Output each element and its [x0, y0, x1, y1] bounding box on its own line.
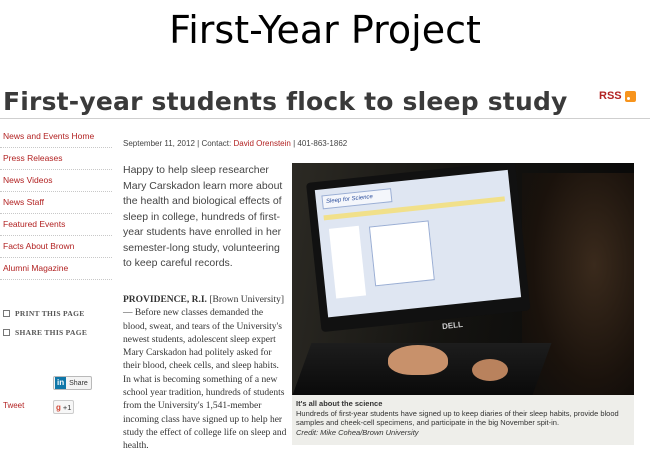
print-label: PRINT THIS PAGE [15, 309, 85, 318]
sidebar-item-news-staff[interactable]: News Staff [0, 192, 112, 214]
article-photo [292, 163, 634, 395]
linkedin-share-button[interactable] [53, 376, 92, 390]
article-meta [123, 139, 347, 148]
photo-credit: Credit: Mike Cohea/Brown University [296, 427, 419, 437]
article-dateline: PROVIDENCE, R.I. [123, 295, 207, 305]
screen-logo: Sleep for Science [321, 188, 392, 209]
laptop-brand: DELL [441, 319, 464, 332]
share-label: SHARE THIS PAGE [15, 328, 88, 337]
article-intro: Happy to help sleep researcher Mary Carskadon learn more about the health and biological effects of sleep in college, hundreds of first-year students have enrolled in her semester-long study, volunteering to keep careful records. [123, 164, 283, 269]
screen-list [329, 226, 366, 299]
screen-content [315, 170, 521, 318]
print-page-link[interactable] [3, 309, 85, 318]
linkedin-icon: in [57, 378, 65, 387]
sidebar-item-facts-about-brown[interactable]: Facts About Brown [0, 236, 112, 258]
rss-label: RSS [599, 90, 622, 102]
sidebar-nav [0, 126, 112, 280]
article-body [123, 294, 287, 454]
screen-form [369, 220, 435, 286]
article-date: September 11, 2012 [123, 139, 195, 148]
contact-phone: 401-863-1862 [297, 139, 348, 148]
print-icon [3, 310, 10, 317]
share-page-link[interactable] [3, 328, 87, 337]
rss-icon [625, 91, 636, 102]
meta-separator: | [293, 139, 296, 148]
tweet-link[interactable]: Tweet [3, 401, 25, 410]
linkedin-share-label: Share [69, 379, 88, 387]
article-body-text: [Brown University] — Before new classes demanded the blood, sweat, and tears of the University's newest students, adolescent sleep expert Mary Carskadon had politely asked for their blood, cheek cells, and sleep habits. In what is becoming something of a new school year tradition, hundreds of students from the University's 1,541-member incoming class have signed up to help her study the effect of college life on sleep and health. [123, 295, 287, 452]
photo-hand [472, 359, 508, 381]
rss-link[interactable] [599, 90, 636, 102]
sidebar-item-featured-events[interactable]: Featured Events [0, 214, 112, 236]
sidebar-item-alumni-magazine[interactable]: Alumni Magazine [0, 258, 112, 280]
sidebar-item-news-events-home[interactable]: News and Events Home [0, 126, 112, 148]
meta-separator: | [197, 139, 200, 148]
contact-prefix: Contact: [201, 139, 232, 148]
google-plus-label: +1 [62, 402, 72, 412]
caption-title: It's all about the science [296, 399, 383, 408]
header-divider [0, 118, 650, 119]
photo-hand [388, 345, 448, 375]
share-icon [3, 329, 10, 336]
photo-caption [292, 395, 634, 445]
slide-title: First-Year Project [169, 8, 481, 52]
contact-name-link[interactable]: David Orenstein [233, 139, 291, 148]
sidebar-item-news-videos[interactable]: News Videos [0, 170, 112, 192]
laptop-screen [306, 163, 531, 332]
article-headline: First-year students flock to sleep study [3, 87, 568, 116]
google-plus-button[interactable] [53, 400, 74, 414]
caption-text: Hundreds of first-year students have signed up to keep diaries of their sleep habits, provide blood samples and cheek-cell specimens, and participate in the big November spit-in. [296, 408, 619, 427]
google-plus-icon: g [56, 402, 61, 412]
sidebar-item-press-releases[interactable]: Press Releases [0, 148, 112, 170]
